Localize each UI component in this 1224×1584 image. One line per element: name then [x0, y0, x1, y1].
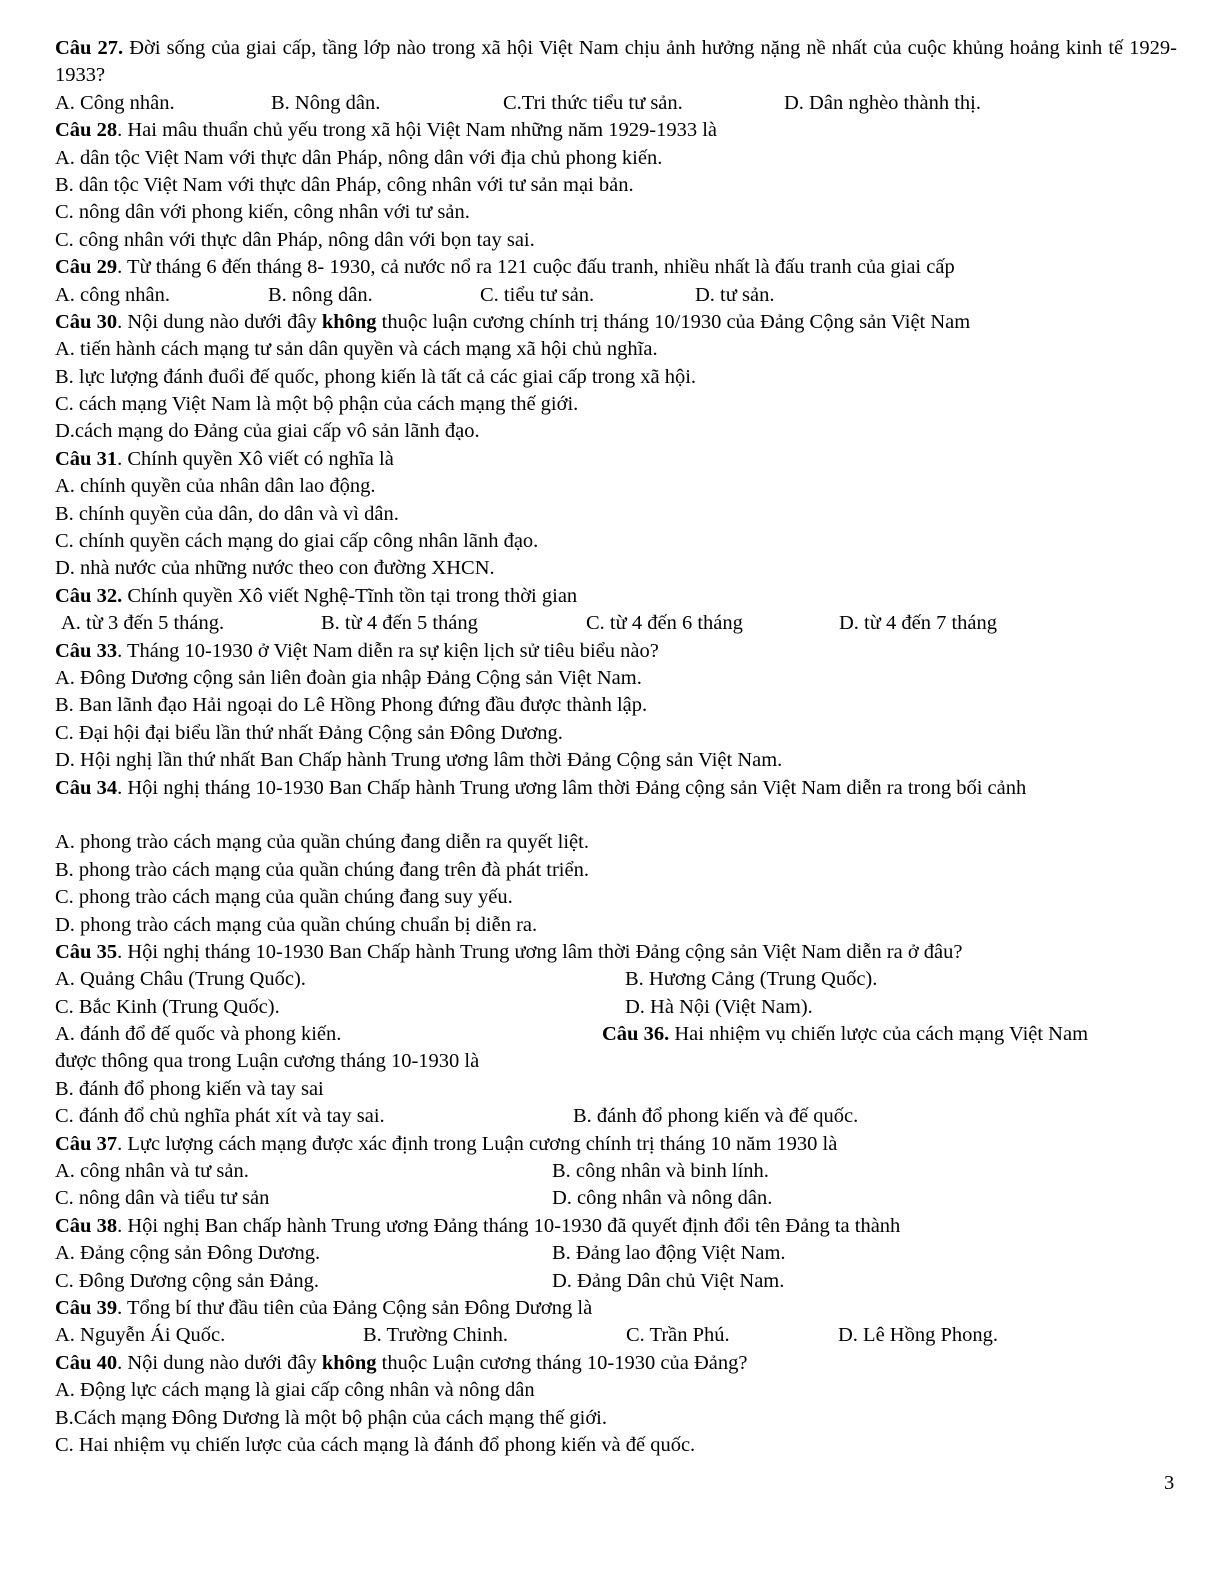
- option-b: B. Đảng lao động Việt Nam.: [552, 1242, 786, 1265]
- option-c: C. tiểu tư sản.: [480, 283, 595, 306]
- option-d: D. phong trào cách mạng của quần chúng chuẩn bị diễn ra.: [55, 913, 538, 936]
- question-text: Đời sống của giai cấp, tầng lớp nào trong xã hội Việt Nam chịu ảnh hưởng nặng nề nhất của cuộc khủng hoảng kinh tế 1929-1933?: [55, 37, 1177, 87]
- option-b-alt: B. đánh đổ phong kiến và đế quốc.: [573, 1105, 859, 1128]
- options-row: [55, 1268, 1177, 1295]
- option-d: D. công nhân và nông dân.: [552, 1187, 773, 1210]
- option-d: D.cách mạng do Đảng của giai cấp vô sản lãnh đạo.: [55, 420, 480, 443]
- question-34: [55, 775, 1177, 830]
- option-d: D. nhà nước của những nước theo con đường XHCN.: [55, 557, 495, 580]
- question-28: [55, 117, 1177, 144]
- options-row: [55, 282, 1177, 309]
- options-row: [55, 1158, 1177, 1185]
- option-a: A. Quảng Châu (Trung Quốc).: [55, 968, 306, 991]
- question-text: . Lực lượng cách mạng được xác định trong Luận cương chính trị tháng 10 năm 1930 là: [117, 1132, 838, 1155]
- options-row: [55, 1240, 1177, 1267]
- option-a: A. Công nhân.: [55, 91, 175, 114]
- question-32: [55, 583, 1177, 610]
- option-c: C. Đông Dương cộng sản Đảng.: [55, 1269, 319, 1292]
- option-d: D. Hội nghị lần thứ nhất Ban Chấp hành Trung ương lâm thời Đảng Cộng sản Việt Nam.: [55, 749, 783, 772]
- option-b: B. đánh đổ phong kiến và tay sai: [55, 1077, 324, 1100]
- option-c: C. Đại hội đại biểu lần thứ nhất Đảng Cộng sản Đông Dương.: [55, 721, 563, 744]
- question-text: . Hội nghị tháng 10-1930 Ban Chấp hành Trung ương lâm thời Đảng cộng sản Việt Nam diễn ra trong bối cảnh: [117, 776, 1027, 799]
- option-b: B. Trường Chinh.: [363, 1324, 509, 1347]
- question-number: Câu 37: [55, 1132, 118, 1155]
- question-36: [55, 1021, 1177, 1048]
- question-number: Câu 39: [55, 1297, 118, 1319]
- question-text-end: thuộc Luận cương tháng 10-1930 của Đảng?: [376, 1351, 748, 1374]
- question-40: [55, 1350, 1177, 1377]
- question-number: Câu 32.: [55, 584, 123, 607]
- option-b: B. từ 4 đến 5 tháng: [321, 612, 478, 635]
- question-text: Hai nhiệm vụ chiến lược của cách mạng Việt Nam: [669, 1023, 1089, 1046]
- options-row: [55, 1322, 1177, 1349]
- option-c: C.Tri thức tiểu tư sản.: [503, 91, 683, 114]
- option-c: C. cách mạng Việt Nam là một bộ phận của cách mạng thế giới.: [55, 393, 579, 416]
- question-text: . Từ tháng 6 đến tháng 8- 1930, cả nước nổ ra 121 cuộc đấu tranh, nhiều nhất là đấu tranh của giai cấp: [117, 256, 955, 279]
- option-b: B. Hương Cảng (Trung Quốc).: [625, 968, 878, 991]
- option-a: A. đánh đổ đế quốc và phong kiến.: [55, 1023, 342, 1046]
- question-27: [55, 35, 1177, 90]
- question-number: Câu 35: [55, 940, 118, 963]
- options-row: [55, 966, 1177, 993]
- question-text-continued: được thông qua trong Luận cương tháng 10-1930 là: [55, 1050, 480, 1073]
- option-a: A. dân tộc Việt Nam với thực dân Pháp, nông dân với địa chủ phong kiến.: [55, 146, 663, 169]
- emphasis-text: không: [321, 310, 377, 333]
- question-text: . Hội nghị tháng 10-1930 Ban Chấp hành Trung ương lâm thời Đảng cộng sản Việt Nam diễn ra ở đâu?: [117, 940, 963, 963]
- option-b: B. Ban lãnh đạo Hải ngoại do Lê Hồng Phong đứng đầu được thành lập.: [55, 694, 648, 717]
- option-b: B. chính quyền của dân, do dân và vì dân.: [55, 502, 399, 525]
- question-number: Câu 31: [55, 447, 118, 470]
- question-text: . Hai mâu thuẩn chủ yếu trong xã hội Việt Nam những năm 1929-1933 là: [117, 119, 717, 142]
- question-33: [55, 638, 1177, 665]
- question-36-heading: [602, 1021, 1088, 1048]
- option-a: A. tiến hành cách mạng tư sản dân quyền và cách mạng xã hội chủ nghĩa.: [55, 338, 658, 361]
- option-a: A. Động lực cách mạng là giai cấp công nhân và nông dân: [55, 1379, 535, 1402]
- option-c: C. chính quyền cách mạng do giai cấp công nhân lãnh đạo.: [55, 530, 539, 553]
- question-37: [55, 1131, 1177, 1158]
- question-text: . Nội dung nào dưới đây: [117, 1351, 322, 1374]
- option-a: A. Nguyễn Ái Quốc.: [55, 1324, 226, 1347]
- option-c: C. phong trào cách mạng của quần chúng đang suy yếu.: [55, 886, 513, 909]
- question-number: Câu 27.: [55, 37, 124, 59]
- question-38: [55, 1213, 1177, 1240]
- question-35: [55, 939, 1177, 966]
- question-30: [55, 309, 1177, 336]
- option-c: C. nông dân và tiểu tư sản: [55, 1187, 270, 1210]
- option-d: C. công nhân với thực dân Pháp, nông dân với bọn tay sai.: [55, 228, 535, 251]
- option-c: C. đánh đổ chủ nghĩa phát xít và tay sai.: [55, 1105, 385, 1128]
- option-c: C. Bắc Kinh (Trung Quốc).: [55, 995, 280, 1018]
- option-b: B.Cách mạng Đông Dương là một bộ phận của cách mạng thế giới.: [55, 1406, 607, 1429]
- options-row: [55, 1103, 1177, 1130]
- option-d: D. Dân nghèo thành thị.: [784, 91, 981, 114]
- question-number: Câu 34: [55, 776, 118, 799]
- option-b: B. lực lượng đánh đuổi đế quốc, phong kiến là tất cả các giai cấp trong xã hội.: [55, 365, 697, 388]
- question-text: . Tháng 10-1930 ở Việt Nam diễn ra sự kiện lịch sử tiêu biểu nào?: [117, 639, 659, 662]
- options-row: [55, 610, 1177, 637]
- question-text: . Tổng bí thư đầu tiên của Đảng Cộng sản Đông Dương là: [117, 1297, 593, 1319]
- option-c: C. Trần Phú.: [626, 1324, 730, 1347]
- option-d: D. tư sản.: [695, 283, 775, 306]
- option-a: A. Đảng cộng sản Đông Dương.: [55, 1242, 321, 1265]
- option-c: C. nông dân với phong kiến, công nhân với tư sản.: [55, 201, 470, 224]
- option-c: C. Hai nhiệm vụ chiến lược của cách mạng là đánh đổ phong kiến và đế quốc.: [55, 1433, 696, 1456]
- question-number: Câu 38: [55, 1214, 118, 1237]
- option-d: D. từ 4 đến 7 tháng: [839, 612, 998, 635]
- option-a: A. chính quyền của nhân dân lao động.: [55, 475, 376, 498]
- option-d: D. Lê Hồng Phong.: [838, 1324, 999, 1347]
- question-number: Câu 28: [55, 119, 118, 142]
- option-c: C. từ 4 đến 6 tháng: [586, 612, 743, 635]
- option-a: A. công nhân và tư sản.: [55, 1160, 249, 1183]
- page-number: 3: [1164, 1472, 1175, 1494]
- option-b: B. phong trào cách mạng của quần chúng đang trên đà phát triển.: [55, 858, 589, 881]
- options-row: [55, 1185, 1177, 1212]
- question-text: . Chính quyền Xô viết có nghĩa là: [117, 447, 394, 470]
- question-text: . Nội dung nào dưới đây: [117, 310, 322, 333]
- question-text: . Hội nghị Ban chấp hành Trung ương Đảng tháng 10-1930 đã quyết định đổi tên Đảng ta thành: [117, 1214, 901, 1237]
- option-a: A. công nhân.: [55, 283, 171, 306]
- question-text: Chính quyền Xô viết Nghệ-Tĩnh tồn tại trong thời gian: [122, 584, 578, 607]
- question-39: [55, 1295, 1177, 1322]
- option-b: B. nông dân.: [268, 283, 373, 306]
- option-d: D. Đảng Dân chủ Việt Nam.: [552, 1269, 785, 1292]
- question-number: Câu 33: [55, 639, 118, 662]
- options-row: [55, 90, 1177, 117]
- question-31: [55, 446, 1177, 473]
- question-text-end: thuộc luận cương chính trị tháng 10/1930 của Đảng Cộng sản Việt Nam: [376, 310, 971, 333]
- question-number: Câu 40: [55, 1351, 118, 1374]
- emphasis-text: không: [321, 1351, 377, 1374]
- option-a: A. phong trào cách mạng của quần chúng đang diễn ra quyết liệt.: [55, 831, 589, 854]
- option-b: B. công nhân và binh lính.: [552, 1160, 769, 1183]
- option-d: D. Hà Nội (Việt Nam).: [625, 995, 813, 1018]
- option-b: B. Nông dân.: [271, 91, 381, 114]
- option-a: A. Đông Dương cộng sản liên đoàn gia nhập Đảng Cộng sản Việt Nam.: [55, 667, 642, 689]
- question-number: Câu 29: [55, 256, 118, 279]
- document-page: [55, 35, 1177, 1459]
- question-number: Câu 30: [55, 310, 118, 333]
- question-number: Câu 36.: [602, 1023, 670, 1046]
- option-b: B. dân tộc Việt Nam với thực dân Pháp, công nhân với tư sản mại bản.: [55, 173, 634, 196]
- question-29: [55, 254, 1177, 281]
- options-row: [55, 994, 1177, 1021]
- option-a: A. từ 3 đến 5 tháng.: [61, 612, 225, 635]
